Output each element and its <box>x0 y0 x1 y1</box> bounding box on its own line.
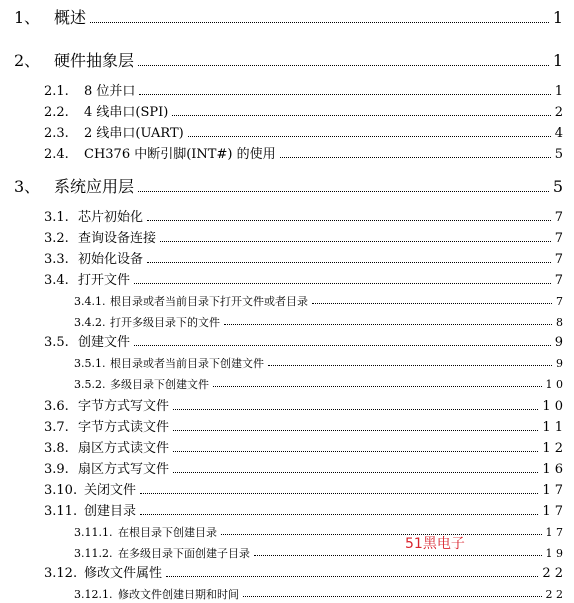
dot-leader <box>172 115 550 116</box>
toc-number: 3.6. <box>44 399 69 414</box>
toc-page: 2 2 <box>545 588 563 601</box>
toc-number: 1、 <box>14 8 41 27</box>
dot-leader <box>140 493 538 494</box>
toc-number: 3.11. <box>44 504 78 519</box>
toc-entry[interactable] <box>74 317 563 328</box>
dot-leader <box>173 451 538 452</box>
toc-entry[interactable] <box>74 527 563 538</box>
toc-entry[interactable] <box>14 10 563 26</box>
toc-title: 4 线串口(SPI) <box>84 105 169 120</box>
toc-number: 3、 <box>14 177 41 196</box>
toc-page: 4 <box>554 126 563 141</box>
toc-entry[interactable] <box>44 106 563 119</box>
toc-title: 打开文件 <box>78 273 131 288</box>
toc-number: 3.4.2. <box>74 316 106 329</box>
toc-number: 3.8. <box>44 441 69 456</box>
watermark: 51黑电子 <box>405 536 465 552</box>
toc-entry[interactable] <box>44 400 563 413</box>
toc-number: 3.11.1. <box>74 526 113 539</box>
toc-number: 3.9. <box>44 462 69 477</box>
toc-title: 字节方式读文件 <box>78 420 170 435</box>
toc-page: 7 <box>554 210 563 225</box>
toc-entry[interactable] <box>44 148 563 161</box>
toc-entry[interactable] <box>74 358 563 369</box>
dot-leader <box>138 191 549 192</box>
dot-leader <box>280 157 551 158</box>
toc-number: 2.2. <box>44 105 69 120</box>
toc-title: 字节方式写文件 <box>78 399 170 414</box>
toc-entry[interactable] <box>14 179 563 195</box>
toc-page: 1 6 <box>542 462 563 477</box>
toc-entry[interactable] <box>14 53 563 69</box>
toc-page: 5 <box>552 177 563 196</box>
dot-leader <box>147 220 551 221</box>
toc-title: 硬件抽象层 <box>54 51 135 70</box>
toc-entry[interactable] <box>44 232 563 245</box>
toc-entry[interactable] <box>44 336 563 349</box>
toc-page: 7 <box>554 273 563 288</box>
dot-leader <box>312 303 552 304</box>
toc-page: 7 <box>556 295 563 308</box>
toc-page: 1 7 <box>545 526 563 539</box>
toc-title: 初始化设备 <box>78 252 144 267</box>
toc-title: 2 线串口(UART) <box>84 126 184 141</box>
toc-page: 8 <box>556 316 563 329</box>
toc-number: 2、 <box>14 51 41 70</box>
toc-page: 7 <box>554 252 563 267</box>
toc-page: 1 <box>552 51 563 70</box>
toc-page: 1 9 <box>545 547 563 560</box>
dot-leader <box>173 472 538 473</box>
toc-number: 3.2. <box>44 231 69 246</box>
toc-page: 9 <box>556 357 563 370</box>
toc-number: 3.3. <box>44 252 69 267</box>
dot-leader <box>224 324 552 325</box>
dot-leader <box>134 345 551 346</box>
toc-entry[interactable] <box>74 589 563 600</box>
toc-page: 5 <box>554 147 563 162</box>
toc-title: 根目录或者当前目录下创建文件 <box>110 357 264 370</box>
dot-leader <box>173 430 538 431</box>
toc-entry[interactable] <box>44 85 563 98</box>
toc-number: 3.5. <box>44 335 69 350</box>
toc-entry[interactable] <box>74 379 563 390</box>
dot-leader <box>188 136 551 137</box>
toc-title: 创建目录 <box>84 504 137 519</box>
toc-title: 在根目录下创建目录 <box>118 526 217 539</box>
toc-entry[interactable] <box>44 484 563 497</box>
toc-title: 扇区方式读文件 <box>78 441 170 456</box>
toc-entry[interactable] <box>44 442 563 455</box>
toc-entry[interactable] <box>44 127 563 140</box>
toc-number: 3.5.1. <box>74 357 106 370</box>
toc-page: 1 7 <box>542 483 563 498</box>
toc-title: 8 位并口 <box>84 84 136 99</box>
toc-title: 关闭文件 <box>84 483 137 498</box>
toc-number: 2.3. <box>44 126 69 141</box>
toc-number: 3.7. <box>44 420 69 435</box>
toc-number: 3.10. <box>44 483 78 498</box>
dot-leader <box>147 262 551 263</box>
toc-entry[interactable] <box>44 421 563 434</box>
dot-leader <box>213 386 542 387</box>
dot-leader <box>139 94 550 95</box>
toc-number: 3.4.1. <box>74 295 106 308</box>
toc-number: 3.1. <box>44 210 69 225</box>
toc-title: 系统应用层 <box>54 177 135 196</box>
dot-leader <box>90 22 549 23</box>
toc-page: 1 7 <box>542 504 563 519</box>
dot-leader <box>134 283 551 284</box>
toc-title: 创建文件 <box>78 335 131 350</box>
toc-number: 3.4. <box>44 273 69 288</box>
toc-entry[interactable] <box>44 274 563 287</box>
toc-page: 9 <box>554 335 563 350</box>
toc-title: 概述 <box>54 8 87 27</box>
dot-leader <box>221 534 542 535</box>
toc-number: 3.5.2. <box>74 378 106 391</box>
toc-page: 1 <box>552 8 563 27</box>
toc-entry[interactable] <box>44 463 563 476</box>
toc-number: 2.4. <box>44 147 69 162</box>
toc-number: 2.1. <box>44 84 69 99</box>
toc-title: 扇区方式写文件 <box>78 462 170 477</box>
toc-entry[interactable] <box>74 548 563 559</box>
dot-leader <box>268 365 552 366</box>
dot-leader <box>254 555 542 556</box>
toc-title: 查询设备连接 <box>78 231 157 246</box>
toc-number: 3.12. <box>44 566 78 581</box>
toc-title: 打开多级目录下的文件 <box>110 316 220 329</box>
toc-page: 2 <box>554 105 563 120</box>
toc-title: CH376 中断引脚(INT#) 的使用 <box>84 147 276 162</box>
toc-page: 7 <box>554 231 563 246</box>
toc-page: 1 0 <box>542 399 563 414</box>
dot-leader <box>166 576 538 577</box>
toc-page: 2 2 <box>542 566 563 581</box>
toc-title: 修改文件属性 <box>84 566 163 581</box>
toc-title: 修改文件创建日期和时间 <box>118 588 239 601</box>
dot-leader <box>173 409 538 410</box>
toc-entry[interactable] <box>44 505 563 518</box>
toc-title: 多级目录下创建文件 <box>110 378 209 391</box>
toc-page: 1 <box>554 84 563 99</box>
dot-leader <box>140 514 538 515</box>
toc-page: 1 0 <box>545 378 563 391</box>
toc-number: 3.12.1. <box>74 588 113 601</box>
toc-title: 在多级目录下面创建子目录 <box>118 547 250 560</box>
toc-page: 1 2 <box>542 441 563 456</box>
toc-title: 芯片初始化 <box>78 210 144 225</box>
toc-entry[interactable] <box>74 296 563 307</box>
dot-leader <box>243 596 542 597</box>
dot-leader <box>160 241 551 242</box>
toc-title: 根目录或者当前目录下打开文件或者目录 <box>110 295 308 308</box>
toc-entry[interactable] <box>44 567 563 580</box>
toc-entry[interactable] <box>44 211 563 224</box>
toc-number: 3.11.2. <box>74 547 113 560</box>
toc-entry[interactable] <box>44 253 563 266</box>
toc-page: 1 1 <box>542 420 563 435</box>
dot-leader <box>138 65 549 66</box>
